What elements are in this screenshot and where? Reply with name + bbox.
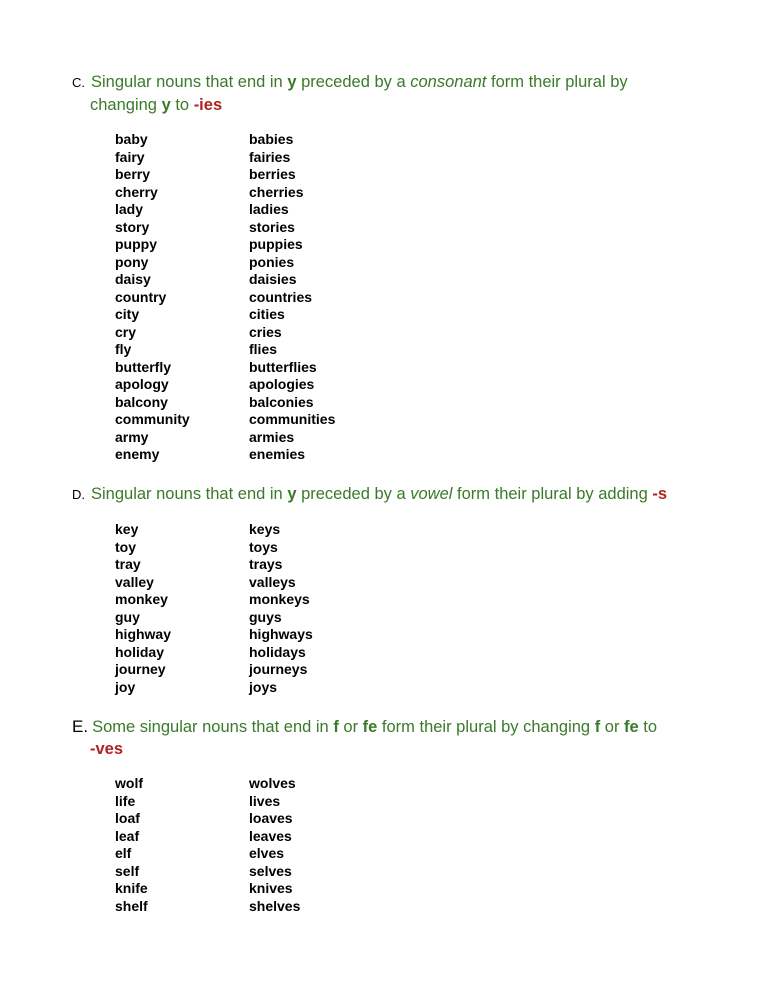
word-row [0,394,768,412]
plural-word: stories [249,218,295,235]
singular-word: wolf [115,775,143,791]
singular-word: journey [115,661,166,677]
plural-word: joys [249,678,278,695]
plural-word: ladies [249,201,289,217]
word-row [0,184,768,202]
singular-word: daisy [115,271,151,287]
plural-word: elves [249,845,285,861]
plural-word: guys [249,608,282,625]
section-c-heading [72,71,722,116]
singular-word: fly [115,341,132,357]
plural-word: communities [249,411,336,427]
plural-word: knives [249,880,293,896]
word-row [0,271,768,289]
heading-suffix: -ves [90,740,124,758]
heading-continuation [72,738,722,760]
singular-word: guy [115,608,140,625]
heading-emphasis: vowel [410,485,453,503]
singular-word: life [115,792,136,809]
word-row [0,376,768,394]
word-row [0,539,768,557]
plural-word: puppies [249,236,303,252]
word-row [0,845,768,863]
singular-word: leaf [115,827,140,844]
heading-text: preceded by a [296,73,411,91]
word-row [0,289,768,307]
plural-word: highways [249,626,313,642]
singular-word: shelf [115,897,148,914]
heading-text: form their plural by changing [377,718,595,736]
word-row [0,306,768,324]
word-row [0,679,768,697]
word-row [0,236,768,254]
word-row [0,201,768,219]
plural-word: fairies [249,148,291,165]
singular-word: joy [115,678,136,695]
heading-keyword: f [594,718,601,736]
singular-word: community [115,411,190,427]
singular-word: holiday [115,643,165,660]
plural-word: flies [249,341,278,357]
plural-word: cities [249,306,285,322]
singular-word: cherry [115,183,158,200]
singular-word: toy [115,538,136,555]
section-e-heading [72,716,722,760]
plural-word: armies [249,428,295,445]
heading-text: Singular nouns that end in [91,73,288,91]
word-row [0,324,768,342]
word-row [0,446,768,464]
plural-word: butterflies [249,358,317,375]
plural-word: ponies [249,253,295,270]
heading-keyword: y [287,73,297,91]
heading-keyword: f [333,718,339,736]
singular-word: enemy [115,446,160,462]
plural-word: monkeys [249,591,310,607]
heading-text: or [600,718,625,736]
word-row [0,863,768,881]
plural-word: wolves [249,775,296,791]
section-letter: C. [72,75,85,90]
word-row [0,429,768,447]
word-row [0,166,768,184]
singular-word: monkey [115,591,168,607]
plural-word: toys [249,538,278,555]
plural-word: leaves [249,827,292,844]
heading-text: Singular nouns that end in [91,485,288,503]
word-row [0,574,768,592]
heading-text: Some singular nouns that end in [92,718,334,736]
heading-text: to [638,718,658,736]
word-row [0,880,768,898]
singular-word: berry [115,166,151,182]
word-row [0,411,768,429]
plural-word: babies [249,131,294,147]
section-letter: D. [72,487,85,502]
heading-emphasis: consonant [410,73,487,91]
heading-text: form their plural by [486,73,628,91]
singular-word: country [115,288,167,305]
word-row [0,254,768,272]
singular-word: butterfly [115,358,171,375]
heading-keyword: y [287,485,297,503]
section-d-heading [72,483,722,506]
plural-word: holidays [249,643,306,660]
heading-text: to [170,96,194,114]
plural-word: selves [249,862,292,879]
singular-word: valley [115,573,154,590]
heading-keyword: y [161,96,171,114]
word-row [0,644,768,662]
singular-word: baby [115,131,148,147]
plural-word: lives [249,792,281,809]
singular-word: loaf [115,810,140,826]
word-row [0,626,768,644]
word-row [0,556,768,574]
singular-word: army [115,428,149,445]
word-row [0,149,768,167]
word-row [0,591,768,609]
word-row [0,898,768,916]
word-row [0,793,768,811]
plural-word: apologies [249,376,315,392]
word-row [0,661,768,679]
singular-word: lady [115,201,144,217]
singular-word: cry [115,323,137,340]
word-row [0,810,768,828]
heading-text: form their plural by adding [452,485,653,503]
word-row [0,775,768,793]
heading-keyword: fe [362,718,378,736]
plural-word: cherries [249,183,304,200]
heading-continuation [72,94,722,116]
plural-word: valleys [249,573,296,590]
heading-text: changing [90,96,162,114]
singular-word: highway [115,626,172,642]
singular-word: tray [115,556,141,572]
singular-word: apology [115,376,169,392]
heading-text: preceded by a [296,485,411,503]
word-row [0,828,768,846]
heading-keyword: fe [624,718,639,736]
singular-word: knife [115,880,148,896]
singular-word: puppy [115,236,157,252]
singular-word: story [115,218,150,235]
singular-word: fairy [115,148,145,165]
singular-word: city [115,306,140,322]
word-row [0,609,768,627]
word-row [0,219,768,237]
word-row [0,521,768,539]
singular-word: self [115,862,140,879]
plural-word: keys [249,521,281,537]
singular-word: balcony [115,393,168,410]
plural-word: cries [249,323,282,340]
heading-suffix: -ies [193,96,223,114]
plural-word: journeys [249,661,308,677]
word-row [0,131,768,149]
word-row [0,359,768,377]
heading-suffix: -s [652,485,668,503]
word-row [0,341,768,359]
singular-word: pony [115,253,149,270]
plural-word: loaves [249,810,293,826]
plural-word: balconies [249,393,314,410]
section-letter: E. [72,717,89,736]
singular-word: key [115,521,139,537]
singular-word: elf [115,845,132,861]
plural-word: berries [249,166,296,182]
plural-word: shelves [249,897,301,914]
plural-word: enemies [249,446,306,462]
plural-word: daisies [249,271,297,287]
heading-text: or [338,718,363,736]
plural-word: trays [249,556,283,572]
plural-word: countries [249,288,313,305]
